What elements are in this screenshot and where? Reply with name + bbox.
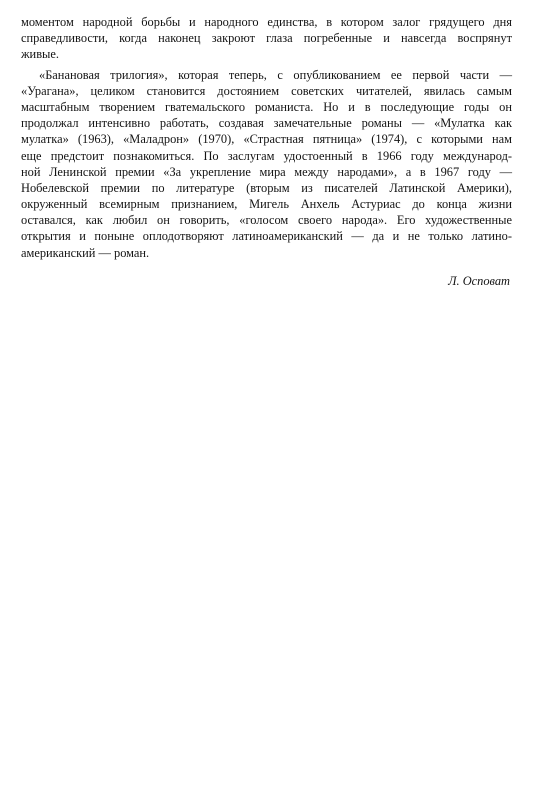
text-line: живые. [21,47,59,62]
text-line: американский — роман. [21,245,150,260]
text-line: Нобелевской премии по литературе (вторым из писателей Латинской Америки), [21,180,512,195]
text-line: масштабным творением гватемальского романиста. Но и в последующие годы он [21,99,512,114]
text-line: продолжал интенсивно работать, создавая замечательные романы — «Мулатка как [21,116,512,131]
paragraph-banana-trilogy [21,67,512,261]
text-line: «Банановая трилогия», которая теперь, с опубликованием ее первой части — [39,67,512,82]
text-line: справедливости, когда наконец закроют глаза погребенные и навсегда воспрянут [21,31,512,46]
document-page [21,14,512,289]
author-signature: Л. Осповат [448,273,510,288]
text-line: оставался, как любил он говорить, «голосом своего народа». Его художественные [21,213,512,228]
text-line: мулатка» (1963), «Маладрон» (1970), «Страстная пятница» (1974), с которыми нам [21,132,512,147]
text-line: еще предстоит познакомиться. По заслугам удостоенный в 1966 году международ- [21,148,512,163]
text-line: открытия и поныне оплодотворяют латиноамериканский — да и не только латино- [21,229,512,244]
paragraph-continuation [21,14,512,63]
text-line: «Урагана», целиком становится достоянием советских читателей, явилась самым [21,83,512,98]
text-line: моментом народной борьбы и народного единства, в котором залог грядущего дня [21,15,512,29]
text-line: окруженный всемирным признанием, Мигель Анхель Астуриас до конца жизни [21,197,512,212]
text-line: ной Ленинской премии «За укрепление мира между народами», а в 1967 году — [21,164,512,179]
